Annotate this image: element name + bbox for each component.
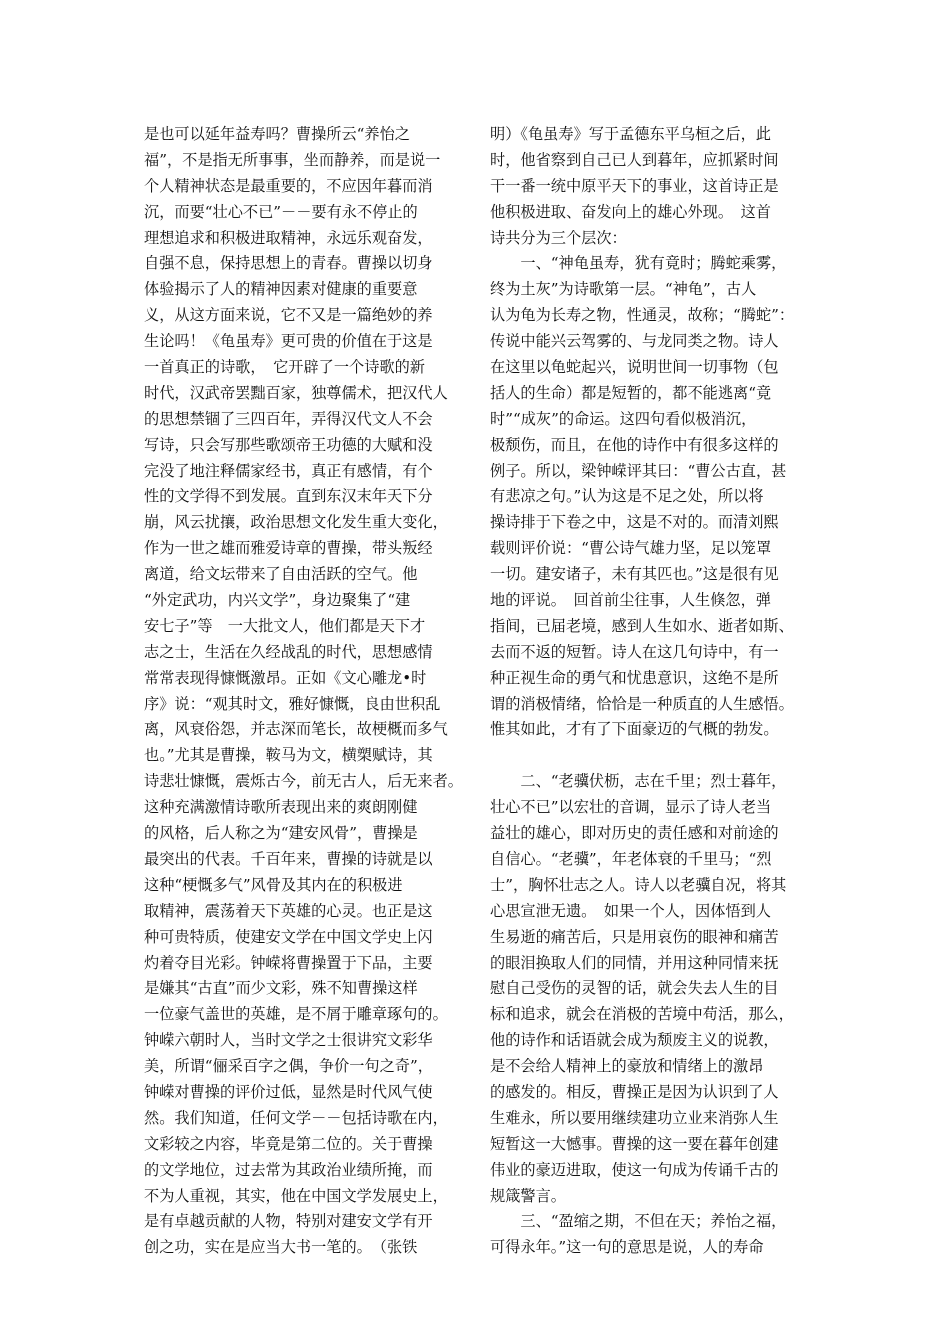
text-line: 福”，不是指无所事事，坐而静养，而是说一	[144, 150, 441, 169]
text-line: 作为一世之雄而雅爱诗章的曹操，带头叛经	[144, 539, 433, 558]
right-text-column	[490, 122, 808, 1261]
text-line: 最突出的代表。千百年来，曹操的诗就是以	[144, 849, 433, 868]
text-line: 种可贵特质，使建安文学在中国文学史上闪	[144, 927, 433, 946]
text-line: 诗共分为三个层次：	[490, 228, 627, 247]
text-line: 的风格，后人称之为“建安风骨”，曹操是	[144, 824, 418, 843]
text-line: 离，风衰俗怨，并志深而笔长，故梗概而多气	[144, 720, 448, 739]
text-line: 士”，胸怀壮志之人。诗人以老骥自况，将其	[490, 875, 787, 894]
text-line: 时代，汉武帝罢黜百家，独尊儒术，把汉代人	[144, 383, 448, 402]
text-line: “外定武功，内兴文学”，身边聚集了“建	[144, 591, 411, 610]
text-line: 的感发的。相反，曹操正是因为认识到了人	[490, 1082, 779, 1101]
text-line: 钟嵘对曹操的评价过低，显然是时代风气使	[144, 1082, 433, 1101]
text-line: 指间，已届老境，感到人生如水、逝者如斯、	[490, 616, 794, 635]
text-line: 灼着夺目光彩。钟嵘将曹操置于下品，主要	[144, 953, 433, 972]
text-line: 生论吗！《龟虽寿》更可贵的价值在于这是	[144, 332, 433, 351]
text-line: 自信心。“老骥”，年老体衰的千里马；“烈	[490, 849, 772, 868]
text-line: 取精神，震荡着天下英雄的心灵。也正是这	[144, 901, 433, 920]
text-line: 干一番一统中原平天下的事业，这首诗正是	[490, 176, 779, 195]
text-line: 极颓伤，而且，在他的诗作中有很多这样的	[490, 435, 779, 454]
text-line: 终为土灰”为诗歌第一层。“神龟”，古人	[490, 280, 757, 299]
text-line: 文彩较之内容，毕竟是第二位的。关于曹操	[144, 1134, 433, 1153]
text-line: 这种“梗慨多气”风骨及其内在的积极进	[144, 875, 403, 894]
text-line: 惟其如此，才有了下面豪迈的气概的勃发。	[490, 720, 779, 739]
text-line: 益壮的雄心，即对历史的责任感和对前途的	[490, 824, 779, 843]
text-line: 三、“盈缩之期，不但在天；养怡之福，	[490, 1212, 787, 1231]
text-line: 不为人重视，其实，他在中国文学发展史上，	[144, 1186, 448, 1205]
text-line: 他的诗作和话语就会成为颓废主义的说教，	[490, 1031, 779, 1050]
text-line: 地的评说。 回首前尘往事，人生倏忽，弹	[490, 591, 771, 610]
text-line: 谓的消极情绪，恰恰是一种质直的人生感悟。	[490, 694, 794, 713]
text-line: 美，所谓“俪采百字之偶，争价一句之奇”，	[144, 1057, 433, 1076]
text-line: 传说中能兴云驾雾的、与龙同类之物。诗人	[490, 332, 779, 351]
text-line: 伟业的豪迈进取，使这一句成为传诵千古的	[490, 1160, 779, 1179]
text-line: 明）《龟虽寿》写于孟德东平乌桓之后，此	[490, 125, 771, 143]
text-line: 创之功，实在是应当大书一笔的。 （张铁	[144, 1238, 418, 1257]
text-line: 一首真正的诗歌， 它开辟了一个诗歌的新	[144, 358, 425, 377]
text-line: 写诗，只会写那些歌颂帝王功德的大赋和没	[144, 435, 433, 454]
text-line: 义，从这方面来说，它不又是一篇绝妙的养	[144, 306, 433, 325]
text-line: 慰自己受伤的灵智的话，就会失去人生的目	[490, 979, 779, 998]
text-line: 载则评价说：“曹公诗气雄力坚，足以笼罩	[490, 539, 772, 558]
text-line: 沉，而要“壮心不已”－－要有永不停止的	[144, 202, 418, 221]
text-line: 去而不返的短暂。诗人在这几句诗中，有一	[490, 642, 779, 661]
text-line: 生易逝的痛苦后，只是用哀伤的眼神和痛苦	[490, 927, 779, 946]
text-line: 序》说：“观其时文，雅好慷慨，良由世积乱	[144, 694, 441, 713]
text-line: 是嫌其“古直”而少文彩，殊不知曹操这样	[144, 979, 418, 998]
text-line: 心思宣泄无遗。 如果一个人，因体悟到人	[490, 901, 771, 920]
text-line: 安七子”等 一大批文人，他们都是天下才	[144, 616, 426, 635]
text-line: 是也可以延年益寿吗？曹操所云“养怡之	[144, 125, 410, 143]
text-line: 一、“神龟虽寿，犹有竟时；腾蛇乘雾，	[490, 254, 787, 273]
text-line: 一位豪气盖世的英雄，是不屑于雕章琢句的。	[144, 1005, 448, 1024]
text-line: 生难永，所以要用继续建功立业来消弥人生	[490, 1108, 779, 1127]
text-line: 志之士，生活在久经战乱的时代，思想感情	[144, 642, 433, 661]
right-column-section-2	[490, 769, 808, 1261]
left-text-column	[144, 122, 462, 1261]
text-line: 理想追求和积极进取精神，永远乐观奋发，	[144, 228, 433, 247]
text-line: 认为龟为长寿之物，性通灵，故称；“腾蛇”：	[490, 306, 795, 325]
paragraph-gap	[490, 743, 808, 769]
text-line: 体验揭示了人的精神因素对健康的重要意	[144, 280, 418, 299]
text-line: 的思想禁锢了三四百年，弄得汉代文人不会	[144, 409, 433, 428]
text-line: 性的文学得不到发展。直到东汉末年天下分	[144, 487, 433, 506]
text-line: 他积极进取、奋发向上的雄心外现。 这首	[490, 202, 771, 221]
text-line: 这种充满激情诗歌所表现出来的爽朗刚健	[144, 798, 418, 817]
right-column-section-1	[490, 122, 808, 743]
text-line: 完没了地注释儒家经书，真正有感情，有个	[144, 461, 433, 480]
text-line: 然。我们知道，任何文学－－包括诗歌在内，	[144, 1108, 448, 1127]
text-line: 常常表现得慷慨激昂。正如《文心雕龙•时	[144, 668, 427, 687]
text-line: 操诗排于下卷之中，这是不对的。而清刘熙	[490, 513, 779, 532]
text-line: 的眼泪换取人们的同情，并用这种同情来抚	[490, 953, 779, 972]
text-line: 时，他省察到自己已人到暮年，应抓紧时间	[490, 150, 779, 169]
text-line: 二、“老骥伏枥，志在千里；烈士暮年，	[490, 772, 787, 791]
text-line: 种正视生命的勇气和忧患意识，这绝不是所	[490, 668, 779, 687]
text-line: 短暂这一大憾事。曹操的这一要在暮年创建	[490, 1134, 779, 1153]
text-line: 标和追求，就会在消极的苦境中苟活，那么，	[490, 1005, 794, 1024]
text-line: 时”“成灰”的命运。这四句看似极消沉，	[490, 409, 757, 428]
text-line: 是有卓越贡献的人物，特别对建安文学有开	[144, 1212, 433, 1231]
text-line: 在这里以龟蛇起兴，说明世间一切事物（包	[490, 358, 779, 377]
text-line: 的文学地位，过去常为其政治业绩所掩，而	[144, 1160, 433, 1179]
text-line: 个人精神状态是最重要的，不应因年暮而消	[144, 176, 433, 195]
text-line: 是不会给人精神上的豪放和情绪上的激昂	[490, 1057, 764, 1076]
text-line: 括人的生命）都是短暂的，都不能逃离“竟	[490, 383, 772, 402]
text-line: 壮心不已”以宏壮的音调，显示了诗人老当	[490, 798, 772, 817]
text-line: 一切。建安诸子，未有其匹也。”这是很有见	[490, 565, 779, 584]
text-line: 钟嵘六朝时人，当时文学之士很讲究文彩华	[144, 1031, 433, 1050]
text-line: 有悲凉之句。”认为这是不足之处，所以将	[490, 487, 764, 506]
text-line: 也。”尤其是曹操，鞍马为文，横槊赋诗，其	[144, 746, 433, 765]
text-line: 崩，风云扰攘，政治思想文化发生重大变化，	[144, 513, 448, 532]
text-line: 诗悲壮慷慨，震烁古今，前无古人，后无来者。	[144, 772, 463, 791]
text-line: 例子。所以，梁钟嵘评其曰：“曹公古直，甚	[490, 461, 787, 480]
text-line: 可得永年。”这一句的意思是说，人的寿命	[490, 1238, 764, 1257]
text-line: 自强不息，保持思想上的青春。曹操以切身	[144, 254, 433, 273]
text-line: 离道，给文坛带来了自由活跃的空气。他	[144, 565, 418, 584]
text-line: 规箴警言。	[490, 1186, 566, 1205]
